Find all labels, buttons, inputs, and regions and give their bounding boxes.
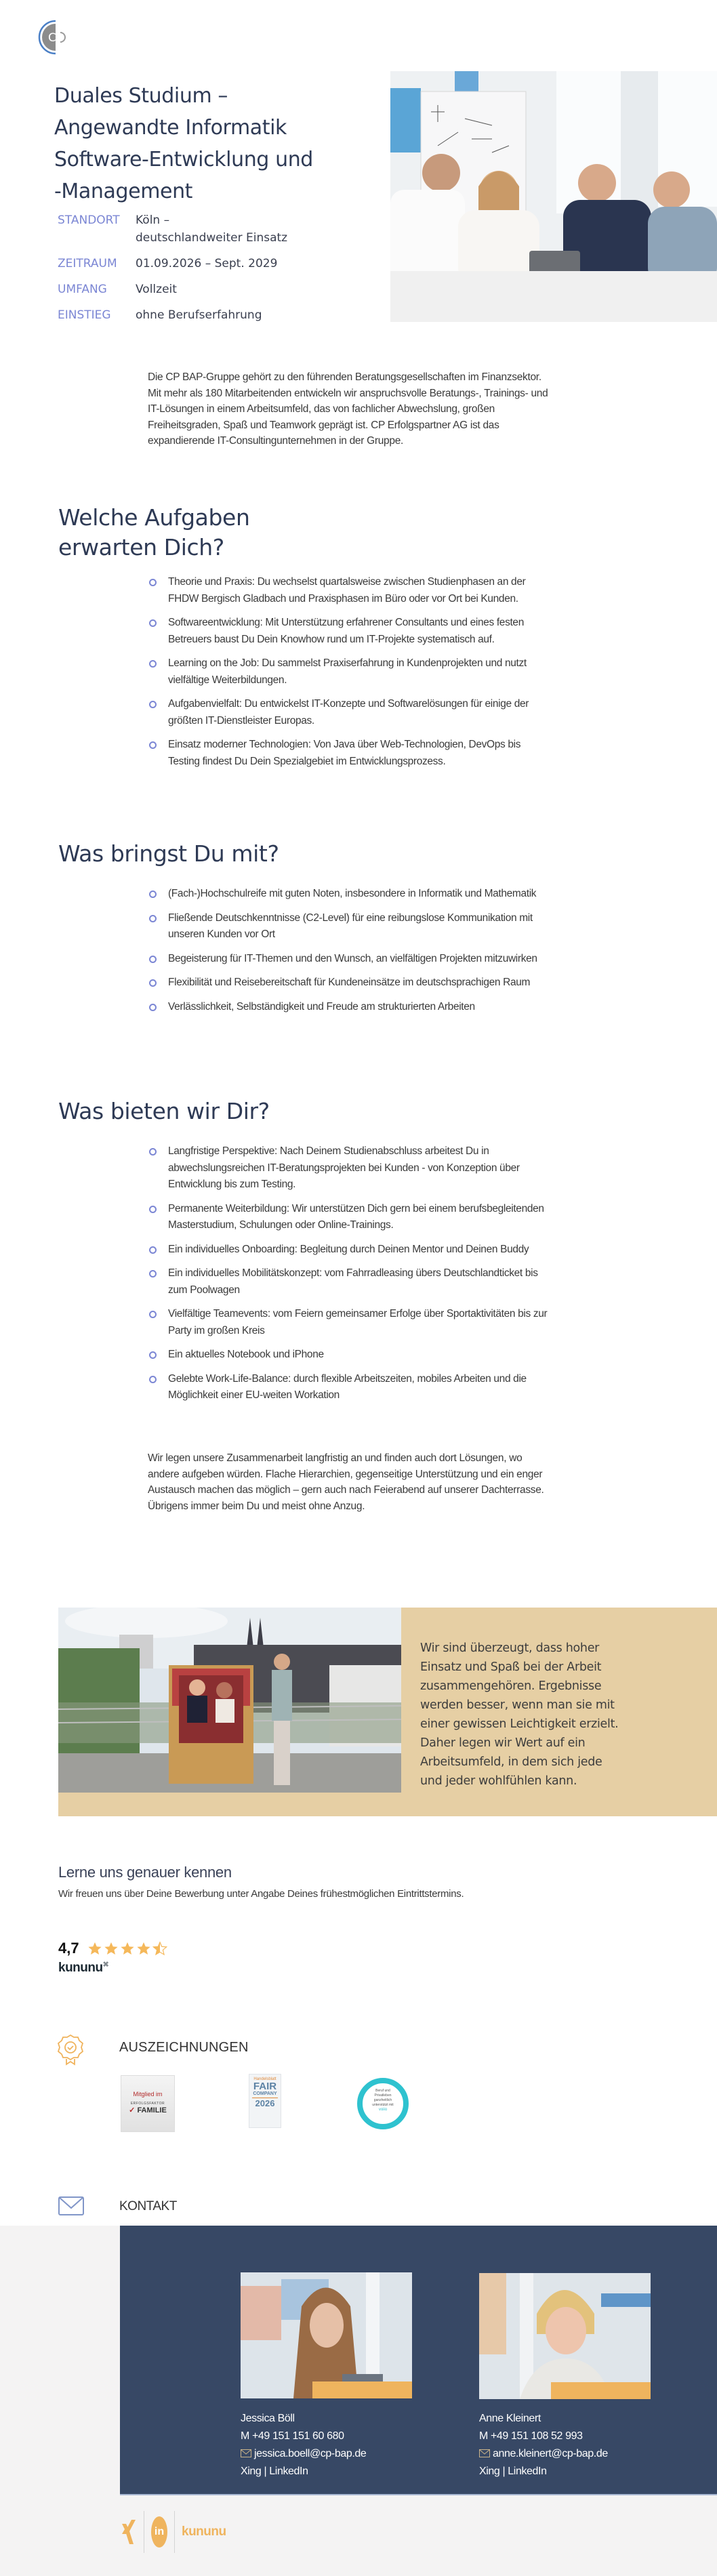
list-item-text: Learning on the Job: Du sammelst Praxiserfahrung in Kundenprojekten und nutzt vielfältige Weiterbildungen. bbox=[168, 657, 527, 686]
photo-accent-bar bbox=[312, 2381, 412, 2398]
list-item-text: Aufgabenvielfalt: Du entwickelst IT-Konzepte und Softwarelösungen für einige der größten IT-Dienstleister Europas. bbox=[168, 698, 529, 727]
list-item-text: Fließende Deutschkenntnisse (C2-Level) für eine reibungslose Kommunikation mit unseren Kunden vor Ort bbox=[168, 912, 533, 940]
list-item-text: Ein individuelles Onboarding: Begleitung durch Deinen Mentor und Deinen Buddy bbox=[168, 1243, 529, 1255]
company-intro: Die CP BAP-Gruppe gehört zu den führenden Beratungsgesellschaften im Finanzsektor. Mit mehr als 180 Mitarbeitenden entwickeln wir anspruchsvolle Beratungs-, Trainings- und IT-Lösungen in einem Arbeitsumfeld, das von fachlicher Abwechslung, großen Freiheitsgraden, Spaß und Teamwork geprägt ist. CP Erfolgspartner AG ist das expandierende IT-Consultingunternehmen in der Gruppe. bbox=[148, 371, 548, 447]
xing-social-button[interactable] bbox=[121, 2518, 137, 2546]
badge-text: voiio bbox=[378, 2108, 388, 2112]
list-item bbox=[148, 1265, 554, 1299]
envelope-icon bbox=[58, 2196, 84, 2215]
list-item-text: (Fach-)Hochschulreife mit guten Noten, insbesondere in Informatik und Mathematik bbox=[168, 888, 537, 899]
kununu-wordmark: kununu bbox=[58, 1961, 103, 1975]
job-title-line: -Management bbox=[54, 180, 193, 203]
list-item bbox=[148, 1347, 554, 1364]
badge-text-familie: FAMILIE bbox=[137, 2106, 167, 2114]
xing-link[interactable]: Xing bbox=[479, 2466, 500, 2477]
badge-text: 2026 bbox=[252, 2098, 278, 2108]
terrace-photo bbox=[58, 1608, 401, 1793]
badge-text: Privatleben bbox=[374, 2093, 392, 2098]
fact-label: EINSTIEG bbox=[58, 308, 111, 322]
fact-value-line: Köln – bbox=[136, 213, 170, 227]
list-item bbox=[148, 655, 554, 689]
contact-social-links bbox=[241, 2463, 366, 2480]
aufgaben-list bbox=[148, 574, 554, 777]
apply-subtitle: Wir freuen uns über Deine Bewerbung unter Angabe Deines frühestmöglichen Eintrittstermins. bbox=[58, 1888, 464, 1900]
list-item-text: Verlässlichkeit, Selbständigkeit und Freude am strukturierten Arbeiten bbox=[168, 1000, 475, 1013]
list-item bbox=[148, 1143, 554, 1193]
fact-value bbox=[136, 211, 287, 247]
list-item-text: Langfristige Perspektive: Nach Deinem Studienabschluss arbeitest Du in abwechslungsreichen IT-Beratungsprojekten bei Kunden - von Konzeption über Entwicklung bis zum Testing. bbox=[168, 1145, 520, 1190]
list-item bbox=[148, 574, 554, 607]
bullet-circle-icon bbox=[149, 1270, 157, 1277]
awards-title: AUSZEICHNUNGEN bbox=[119, 2040, 249, 2055]
list-item-text: Einsatz moderner Technologien: Von Java über Web-Technologien, DevOps bis Testing findest Du Dein Spezialgebiet im Entwicklungsprozess. bbox=[168, 739, 521, 767]
list-item bbox=[148, 999, 554, 1016]
job-title-line: Duales Studium – bbox=[54, 84, 228, 108]
fact-value-line: deutschlandweiter Einsatz bbox=[136, 231, 288, 245]
rating-stars bbox=[87, 1941, 167, 1956]
contact-info-jessica bbox=[241, 2410, 366, 2480]
mail-icon bbox=[58, 2196, 84, 2215]
linkedin-icon: in bbox=[154, 2526, 165, 2537]
list-item-text: Softwareentwicklung: Mit Unterstützung erfahrener Consultants und eines festen Betreuers baust Du Dein Knowhow rund um IT-Projekte systematisch auf. bbox=[168, 617, 524, 645]
bullet-circle-icon bbox=[149, 1376, 157, 1383]
closing-paragraph: Wir legen unsere Zusammenarbeit langfristig an und finden auch dort Lösungen, wo andere aufgeben würden. Flache Hierarchien, gegenseitige Unterstützung und ein enger Austausch machen das möglich – gern auch nach Feierabend auf unserer Dachterrasse. Übrigens immer beim Du und meist ohne Anzug. bbox=[148, 1452, 544, 1512]
fact-value: ohne Berufserfahrung bbox=[136, 308, 262, 322]
linkedin-link[interactable]: LinkedIn bbox=[508, 2466, 547, 2477]
badge-text: COMPANY bbox=[253, 2091, 277, 2096]
mitbringen-list bbox=[148, 886, 554, 1023]
section-title-line: Welche Aufgaben bbox=[58, 504, 250, 531]
fact-label: ZEITRAUM bbox=[58, 257, 117, 270]
list-item-text: Permanente Weiterbildung: Wir unterstützen Dich gern bei einem berufsbegleitenden Masterstudium, Schulungen oder Online-Trainings. bbox=[168, 1202, 544, 1231]
culture-quote: Wir sind überzeugt, dass hoher Einsatz und Spaß bei der Arbeit zusammengehören. Ergebnisse werden besser, wenn man sie mit einer gewissen Leichtigkeit erzielt. Daher legen wir Wert auf ein Arbeitsumfeld, in dem sich jede und jeder wohlfühlen kann. bbox=[420, 1641, 619, 1788]
company-logo[interactable] bbox=[37, 19, 71, 56]
portrait-image bbox=[241, 2272, 412, 2398]
bullet-circle-icon bbox=[149, 1206, 157, 1213]
list-item bbox=[148, 975, 554, 991]
award-badge-fair-company[interactable] bbox=[249, 2074, 281, 2128]
fact-zeitraum bbox=[58, 255, 376, 272]
contact-phone[interactable]: M +49 151 108 52 993 bbox=[479, 2430, 583, 2442]
fact-label: UMFANG bbox=[58, 283, 107, 296]
list-item bbox=[148, 1371, 554, 1404]
linkedin-link[interactable]: LinkedIn bbox=[269, 2466, 308, 2477]
fact-label: STANDORT bbox=[58, 213, 120, 227]
svg-text:C: C bbox=[48, 31, 56, 45]
job-title-line: Software-Entwicklung und bbox=[54, 148, 313, 171]
bullet-circle-icon bbox=[149, 891, 157, 898]
bieten-list bbox=[148, 1143, 554, 1412]
list-item-text: Vielfältige Teamevents: vom Feiern gemeinsamer Erfolge über Sportaktivitäten bis zur Party im großen Kreis bbox=[168, 1308, 548, 1336]
star-full-icon bbox=[87, 1941, 102, 1956]
section-title-aufgaben bbox=[58, 503, 249, 563]
bullet-circle-icon bbox=[149, 1311, 157, 1318]
cp-logo-icon bbox=[37, 19, 71, 56]
mail-icon bbox=[241, 2449, 251, 2457]
bullet-circle-icon bbox=[149, 1351, 157, 1359]
badge-text: ganzheitlich bbox=[373, 2098, 392, 2102]
award-rosette-icon bbox=[57, 2033, 84, 2067]
list-item-text: Gelebte Work-Life-Balance: durch flexible Arbeitszeiten, mobiles Arbeiten und die Möglichkeit einer EU-weiten Workation bbox=[168, 1372, 527, 1401]
star-half-icon bbox=[152, 1941, 167, 1956]
contact-phone[interactable]: M +49 151 151 60 680 bbox=[241, 2430, 344, 2442]
fact-value: 01.09.2026 – Sept. 2029 bbox=[136, 257, 278, 270]
list-item bbox=[148, 886, 554, 903]
award-badge-voiio[interactable] bbox=[357, 2078, 409, 2129]
contact-photo-anne bbox=[479, 2273, 651, 2399]
job-title-line: Angewandte Informatik bbox=[54, 116, 287, 140]
contact-title: KONTAKT bbox=[119, 2199, 177, 2213]
bullet-circle-icon bbox=[149, 979, 157, 987]
star-full-icon bbox=[104, 1941, 119, 1956]
contact-name: Anne Kleinert bbox=[479, 2413, 541, 2424]
kununu-mark-icon: ⌘ bbox=[102, 1961, 109, 1968]
bullet-circle-icon bbox=[149, 915, 157, 922]
linkedin-social-button[interactable] bbox=[151, 2516, 167, 2548]
bullet-circle-icon bbox=[149, 579, 157, 586]
portrait-image bbox=[479, 2273, 651, 2399]
list-item bbox=[148, 1201, 554, 1234]
bullet-circle-icon bbox=[149, 660, 157, 668]
star-full-icon bbox=[136, 1941, 151, 1956]
badge-text: ERFOLGSFAKTOR bbox=[130, 2102, 165, 2106]
contact-email-row[interactable] bbox=[479, 2445, 608, 2463]
star-full-icon bbox=[120, 1941, 135, 1956]
contact-social-links bbox=[479, 2463, 608, 2480]
footer-social-links bbox=[121, 2511, 226, 2553]
xing-link[interactable]: Xing bbox=[241, 2466, 262, 2477]
contact-info-anne bbox=[479, 2410, 608, 2480]
fact-umfang bbox=[58, 281, 376, 298]
fact-standort bbox=[58, 211, 376, 247]
list-item bbox=[148, 737, 554, 770]
list-item-text: Begeisterung für IT-Themen und den Wunsch, an vielfältigen Projekten mitzuwirken bbox=[168, 952, 537, 964]
photo-accent-bar bbox=[551, 2382, 651, 2399]
rating-score: 4,7 bbox=[58, 1940, 79, 1957]
list-item bbox=[148, 1306, 554, 1339]
list-item-text: Flexibilität und Reisebereitschaft für Kundeneinsätze im deutschsprachigen Raum bbox=[168, 977, 531, 988]
contact-email-row[interactable] bbox=[241, 2445, 366, 2463]
list-item bbox=[148, 615, 554, 648]
bullet-circle-icon bbox=[149, 1004, 157, 1011]
list-item bbox=[148, 1242, 554, 1259]
badge-text: ✓ FAMILIE bbox=[129, 2106, 167, 2114]
fact-einstieg bbox=[58, 306, 376, 324]
kununu-logo[interactable] bbox=[58, 1961, 108, 1976]
mail-icon bbox=[479, 2449, 490, 2457]
bullet-circle-icon bbox=[149, 1246, 157, 1254]
badge-text: unterstützt mit bbox=[372, 2103, 394, 2107]
bullet-circle-icon bbox=[149, 956, 157, 963]
bullet-circle-icon bbox=[149, 619, 157, 627]
rooftop-team-image bbox=[58, 1608, 401, 1793]
apply-title: Lerne uns genauer kennen bbox=[58, 1864, 232, 1881]
team-photo bbox=[390, 71, 717, 322]
bullet-circle-icon bbox=[149, 1148, 157, 1156]
xing-icon bbox=[121, 2518, 137, 2546]
badge-text: Mitglied im bbox=[133, 2091, 163, 2098]
job-title bbox=[54, 80, 373, 207]
list-item-text: Ein aktuelles Notebook und iPhone bbox=[168, 1349, 324, 1360]
team-meeting-image bbox=[390, 71, 717, 322]
award-badge-erfolgsfaktor-familie[interactable] bbox=[121, 2075, 175, 2132]
contact-photo-jessica bbox=[241, 2272, 412, 2398]
award-icon bbox=[57, 2033, 84, 2067]
kununu-icon: kununu bbox=[182, 2524, 226, 2539]
section-title-bieten: Was bieten wir Dir? bbox=[58, 1098, 270, 1124]
list-item-text: Ein individuelles Mobilitätskonzept: vom Fahrradleasing übers Deutschlandticket bis zum Poolwagen bbox=[168, 1267, 538, 1296]
divider bbox=[174, 2511, 175, 2553]
contact-card bbox=[120, 2226, 717, 2495]
fact-value: Vollzeit bbox=[136, 283, 177, 296]
bullet-circle-icon bbox=[149, 741, 157, 749]
contact-email-link[interactable]: anne.kleinert@cp-bap.de bbox=[493, 2448, 608, 2459]
badge-text: FAIR bbox=[253, 2081, 277, 2092]
kununu-social-button[interactable] bbox=[182, 2524, 226, 2539]
section-title-line: erwarten Dich? bbox=[58, 534, 224, 560]
list-item bbox=[148, 696, 554, 729]
job-facts bbox=[58, 211, 376, 332]
contact-name: Jessica Böll bbox=[241, 2413, 295, 2424]
bullet-circle-icon bbox=[149, 701, 157, 708]
contact-email-link[interactable]: jessica.boell@cp-bap.de bbox=[254, 2448, 367, 2459]
badge-text: Beruf und bbox=[375, 2089, 390, 2093]
list-item bbox=[148, 951, 554, 968]
kununu-rating[interactable] bbox=[58, 1940, 167, 1957]
badge-text: Handelsblatt bbox=[253, 2077, 276, 2081]
list-item-text: Theorie und Praxis: Du wechselst quartalsweise zwischen Studienphasen an der FHDW Bergisch Gladbach und Praxisphasen im Büro oder vor Ort bei Kunden. bbox=[168, 576, 526, 605]
list-item bbox=[148, 910, 554, 943]
separator: | bbox=[502, 2466, 506, 2477]
section-title-mitbringen: Was bringst Du mit? bbox=[58, 840, 279, 867]
separator: | bbox=[264, 2466, 267, 2477]
